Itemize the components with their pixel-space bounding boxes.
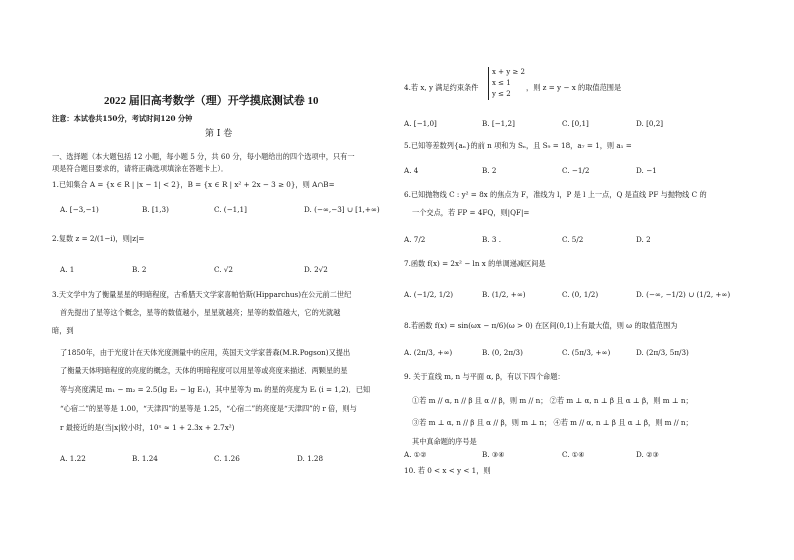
q8-option-c[interactable]: C. (5π/3, +∞)	[562, 348, 611, 357]
q4-option-b[interactable]: B. [−1,2]	[482, 119, 515, 128]
q8-stem: 8.若函数 f(x) = sin(ωx − π/6)(ω > 0) 在区间(0,1)上有最大值，则 ω 的取值范围为	[404, 321, 678, 330]
q2-option-a[interactable]: A. 1	[60, 265, 75, 274]
intro-line-1: 一、选择题（本大题包括 12 小题，每小题 5 分，共 60 分，每小题给出的四个选项中，只有一	[52, 152, 355, 161]
q3-option-c[interactable]: C. 1.26	[214, 454, 240, 463]
q4-stem-post: ，则 z = y − x 的取值范围是	[526, 83, 622, 92]
q7-option-a[interactable]: A. (−1/2, 1/2)	[404, 290, 454, 299]
q7-option-c[interactable]: C. (0, 1/2)	[562, 290, 599, 299]
section-heading: 第 I 卷	[205, 129, 233, 139]
q4-constraint-1: x + y ≥ 2	[492, 68, 525, 76]
q2-option-c[interactable]: C. √2	[214, 265, 233, 274]
q5-stem: 5.已知等差数列{aₙ}的前 n 项和为 Sₙ，且 S₉ = 18，a₇ = 1，则 a₁ =	[404, 141, 632, 150]
q1-option-b[interactable]: B. [1,3)	[142, 205, 169, 214]
q4-stem-pre: 4.若 x, y 满足约束条件	[404, 83, 479, 92]
q3-option-b[interactable]: B. 1.24	[132, 454, 158, 463]
exam-title: 2022 届旧高考数学（理）开学摸底测试卷 10	[104, 95, 319, 107]
q1-option-d[interactable]: D. (−∞,−3] ∪ [1,+∞)	[304, 205, 380, 214]
q1-option-a[interactable]: A. [−3,−1)	[60, 205, 99, 214]
q3-line-3: 暗，到	[52, 326, 74, 335]
q4-constraint-2: x ≤ 1	[492, 79, 511, 87]
q9-question: 其中真命题的序号是	[412, 437, 477, 446]
q3-line-8: r 最接近的是(当|x|较小时，10ˣ ≈ 1 + 2.3x + 2.7x²)	[60, 423, 235, 432]
q3-option-a[interactable]: A. 1.22	[60, 454, 86, 463]
q2-option-d[interactable]: D. 2√2	[304, 265, 328, 274]
exam-note: 注意：本试卷共150分，考试时间120 分钟	[52, 114, 193, 123]
q7-stem: 7.函数 f(x) = 2x² − ln x 的单调递减区间是	[404, 259, 546, 268]
q8-option-a[interactable]: A. (2π/3, +∞)	[404, 348, 453, 357]
q3-line-5: 了衡量天体明暗程度的亮度的概念，天体的明暗程度可以用星等或亮度来描述．两颗星的星	[60, 366, 348, 375]
q8-option-d[interactable]: D. (2π/3, 5π/3)	[636, 348, 689, 357]
q3-line-7: “心宿二”的星等是 1.00，“天津四”的星等是 1.25，“心宿二”的亮度是“天津四”的 r 倍，则与	[60, 404, 357, 413]
q6-line-2: 一个交点，若 FP = 4FQ，则|QF|=	[412, 208, 530, 217]
q9-option-a[interactable]: A. ①②	[404, 450, 427, 459]
q6-option-a[interactable]: A. 7/2	[404, 235, 426, 244]
q7-option-b[interactable]: B. (1/2, +∞)	[482, 290, 526, 299]
q9-stem: 9. 关于直线 m, n 与平面 α, β，有以下四个命题：	[404, 372, 565, 381]
q7-option-d[interactable]: D. (−∞, −1/2) ∪ (1/2, +∞)	[636, 290, 731, 299]
q6-option-c[interactable]: C. 5/2	[562, 235, 584, 244]
left-column	[52, 0, 392, 560]
q6-option-d[interactable]: D. 2	[636, 235, 651, 244]
q3-option-d[interactable]: D. 1.28	[297, 454, 324, 463]
q8-option-b[interactable]: B. (0, 2π/3)	[482, 348, 523, 357]
q6-line-1: 6.已知抛物线 C : y² = 8x 的焦点为 F，准线为 l，P 是 l 上一点，Q 是直线 PF 与抛物线 C 的	[404, 190, 707, 199]
q9-option-d[interactable]: D. ②③	[636, 450, 659, 459]
q4-option-d[interactable]: D. [0,2]	[636, 119, 664, 128]
intro-line-2: 项是符合题目要求的，请将正确选项填涂在答题卡上）．	[52, 164, 229, 173]
q5-option-a[interactable]: A. 4	[404, 166, 419, 175]
q3-line-1: 3.天文学中为了衡量星星的明暗程度，古希腊天文学家喜帕恰斯(Hipparchus)在公元前二世纪	[52, 290, 352, 299]
q5-option-c[interactable]: C. −1/2	[562, 166, 590, 175]
q1-option-c[interactable]: C. (−1,1]	[214, 205, 247, 214]
q9-propositions-2: ③若 m ⊥ α, n // β 且 α // β，则 m ⊥ n； ④若 m // α, n ⊥ β 且 α ⊥ β，则 m // n；	[412, 418, 693, 427]
q2-option-b[interactable]: B. 2	[132, 265, 147, 274]
q4-option-a[interactable]: A. [−1,0]	[404, 119, 437, 128]
q9-option-b[interactable]: B. ③④	[482, 450, 505, 459]
q3-line-4: 了1850年，由于光度计在天体光度测量中的应用，英国天文学家普森(M.R.Pogson)又提出	[60, 348, 351, 357]
q9-propositions-1: ①若 m // α, n // β 且 α // β，则 m // n； ②若 m ⊥ α, n ⊥ β 且 α ⊥ β，则 m ⊥ n；	[412, 396, 693, 405]
right-column	[404, 0, 744, 560]
q3-line-6: 等与亮度满足 m₁ − m₂ = 2.5(lg E₂ − lg E₁)，其中星等为 mᵢ 的星的亮度为 Eᵢ (i = 1,2)．已知	[60, 385, 371, 394]
q4-option-c[interactable]: C. [0,1]	[562, 119, 589, 128]
q9-option-c[interactable]: C. ①④	[562, 450, 585, 459]
q4-constraint-3: y ≤ 2	[492, 90, 511, 98]
q5-option-d[interactable]: D. −1	[636, 166, 657, 175]
q4-constraint-system	[488, 67, 525, 100]
q5-option-b[interactable]: B. 2	[482, 166, 497, 175]
q2-stem: 2.复数 z = 2/(1−i)，则|z|=	[52, 234, 145, 243]
q3-line-2: 首先提出了星等这个概念，星等的数值越小，星星就越亮；星等的数值越大，它的光就越	[60, 308, 341, 317]
q10-stem: 10. 若 0 < x < y < 1，则	[404, 466, 491, 475]
q1-stem: 1.已知集合 A = {x ∈ R | |x − 1| < 2}，B = {x ∈ R | x² + 2x − 3 ≥ 0}，则 A∩B=	[52, 180, 335, 189]
q6-option-b[interactable]: B. 3 .	[482, 235, 501, 244]
